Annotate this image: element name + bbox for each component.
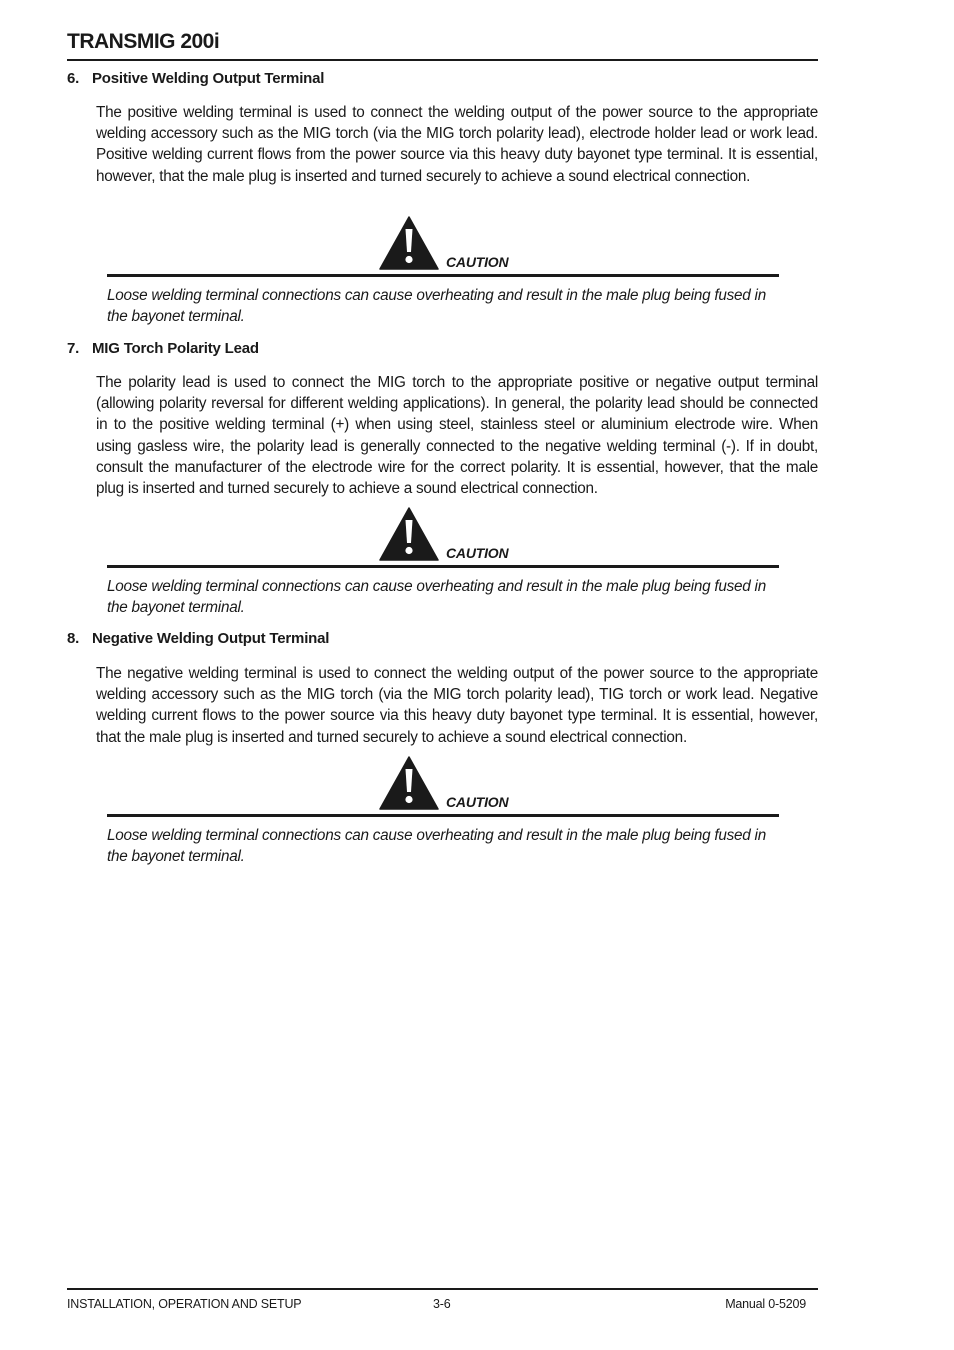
caution-block-6	[107, 216, 779, 327]
caution-label: CAUTION	[446, 794, 509, 810]
warning-triangle-icon	[379, 756, 439, 810]
caution-rule	[107, 814, 779, 817]
page-title: TRANSMIG 200i	[67, 30, 220, 53]
caution-label: CAUTION	[446, 254, 509, 270]
section-body-7: The polarity lead is used to connect the MIG torch to the appropriate positive or negative output terminal (allowing polarity reversal for different welding applications). In general, the polarity lead should be connected in to the positive welding terminal (+) when using steel, stainless steel or aluminium electrode wire. When using gasless wire, the polarity lead is generally connected to the negative welding terminal (-). If in doubt, consult the manufacturer of the electrode wire for the correct polarity. It is essential, however, that the male plug is inserted and turned securely to achieve a sound electrical connection.	[96, 374, 818, 498]
warning-triangle-icon	[379, 216, 439, 270]
caution-text: Loose welding terminal connections can cause overheating and result in the male plug being fused in the bayonet terminal.	[107, 287, 766, 326]
section-number: 6.	[67, 70, 80, 87]
section-body-8: The negative welding terminal is used to connect the welding output of the power source to the appropriate welding accessory such as the MIG torch (via the MIG torch polarity lead), TIG torch or work lead. Negative welding current flows to the power source via this heavy duty bayonet type terminal. It is essential, however, that the male plug is inserted and turned securely to achieve a sound electrical connection.	[96, 665, 818, 746]
caution-block-8	[107, 756, 779, 867]
footer-page-number: 3-6	[433, 1297, 451, 1311]
warning-triangle-icon	[379, 507, 439, 561]
footer-manual-number: Manual 0-5209	[725, 1297, 806, 1311]
section-heading-7	[67, 340, 259, 357]
section-title: Negative Welding Output Terminal	[92, 630, 330, 647]
header-rule	[67, 59, 818, 61]
section-title: MIG Torch Polarity Lead	[92, 340, 259, 357]
footer-rule	[67, 1288, 818, 1290]
caution-text: Loose welding terminal connections can cause overheating and result in the male plug being fused in the bayonet terminal.	[107, 827, 766, 866]
caution-label: CAUTION	[446, 545, 509, 561]
footer-section-title: INSTALLATION, OPERATION AND SETUP	[67, 1297, 302, 1311]
section-number: 7.	[67, 340, 80, 357]
caution-text: Loose welding terminal connections can cause overheating and result in the male plug being fused in the bayonet terminal.	[107, 578, 766, 617]
caution-rule	[107, 565, 779, 568]
section-number: 8.	[67, 630, 80, 647]
caution-rule	[107, 274, 779, 277]
caution-block-7	[107, 507, 779, 618]
section-heading-8	[67, 630, 329, 647]
section-title: Positive Welding Output Terminal	[92, 70, 325, 87]
section-body-6: The positive welding terminal is used to connect the welding output of the power source to the appropriate welding accessory such as the MIG torch (via the MIG torch polarity lead), electrode holder lead or work lead. Positive welding current flows from the power source via this heavy duty bayonet type terminal. It is essential, however, that the male plug is inserted and turned securely to achieve a sound electrical connection.	[96, 104, 818, 185]
section-heading-6	[67, 70, 324, 87]
